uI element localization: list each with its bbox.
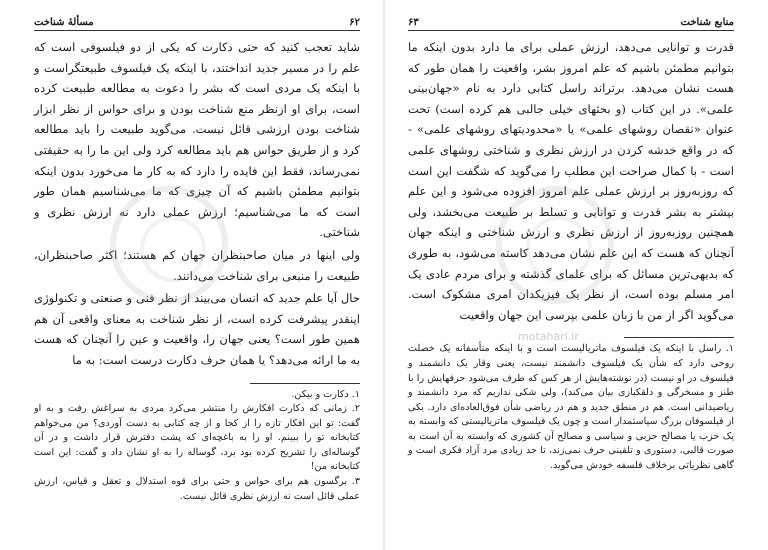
- watermark-logo-right: [496, 186, 614, 304]
- watermark-text: motahari.ir: [518, 330, 579, 343]
- left-footnote-2: ۲. زمانی که دکارت افکارش را منتشر می‌کرد مردی به سراغش رفت و به او گفت: تو این افکار تازه را از کجا و از چه کتابی به دست آوردی؟ من می‌خواهم کتابخانه تو را ببینم. او را به باغچه‌ای که پشت دفترش قرار داشت و در آن گوساله‌ای را تشریح کرده بود برد، گوساله را به او نشان داد و گفت: این است کتابخانه من!: [34, 403, 360, 473]
- right-paragraph-1: قدرت و توانایی می‌دهد، ارزش عملی برای ما دارد بدون اینکه ما بتوانیم مطمئن باشیم که علم امروز بشر، واقعیت را همان طور که هست نشان می‌دهد. برتراند راسل کتابی دارد به نام «جهان‌بینی علمی». در این کتاب (و بحثهای خیلی جالبی هم کرده است) تحت عنوان «نقصان روشهای علمی» یا «محدودیتهای روشهای علمی» - که در واقع خدشه کردن در ارزش نظری و شناختی روشهای علمی است - با کمال صراحت این مطلب را می‌گوید که شگفت این است که روزبه‌روز بر ارزش عملی علم امروز افزوده می‌شود و این علم بیشتر به بشر قدرت و توانایی و تسلط بر طبیعت می‌بخشد، ولی همچنین روزبه‌روز از ارزش نظری و ارزش شناختی و اینکه جهان آنچنان که هست که این علم نشان می‌دهد کاسته می‌شود، به طوری که بدیهی‌ترین مسائل که برای علمای گذشته و برای مردم عادی یک امر مسلم بوده است، از نظر یک فیزیکدان امری مشکوک است. می‌گوید اگر از من با زبان علمی بپرسی این جهان واقعیت: [408, 40, 734, 322]
- left-paragraph-3: حال آیا علم جدید که انسان می‌بیند از نظر فنی و صنعتی و تکنولوژی اینقدر پیشرفت کرده است، از نظر شناخت به معنای واقعی آن هم همین طور است؟ یعنی جهان را، واقعیت و عین را آنچنان که هست به ما ارائه می‌دهد؟ یا همان حرف دکارت درست است: به ما: [34, 291, 360, 367]
- left-page-header: [34, 14, 360, 31]
- right-page-header: [408, 14, 734, 31]
- left-running-title: مسألهٔ شناخت: [34, 17, 94, 28]
- left-footnote-1: ۱. دکارت و بیکن.: [291, 388, 360, 400]
- right-footnotes: [408, 342, 734, 473]
- right-running-title: منابع شناخت: [680, 17, 734, 28]
- left-paragraph-2: ولی اینها در میان صاحبنظران جهان کم هستند؛ اکثر صاحبنظران، طبیعت را منبعی برای شناخت می‌دانند.: [34, 247, 360, 283]
- right-page-number: ۶۳: [408, 17, 419, 28]
- right-footnote-rule: [624, 337, 734, 338]
- left-footnote-rule: [250, 383, 360, 384]
- left-footnote-3: ۳. برگسون هم برای حواس و حتی برای قوه استدلال و تعقل و قیاس، ارزش عملی قائل است نه ارزش نظری قائل نیست.: [34, 476, 360, 502]
- watermark-logo-left: [110, 186, 228, 304]
- left-footnotes: [34, 388, 360, 505]
- right-footnote-1: ۱. راسل با اینکه یک فیلسوف ماتریالیست است و با اینکه متأسفانه یک خصلت روحی دارد که شأن یک فیلسوف دانشمند نیست، یعنی وقار یک دانشمند و فیلسوف در او نیست (در نوشته‌هایش از هر کس که طرف می‌شود حرفهایش را با طنز و مسخرگی و دلقکبازی بیان می‌کند)، ولی شکی نداریم که مرد دانشمند و ریاضیدانی است. هم در منطق جدید و هم در ریاضی شأن فوق‌العاده‌ای دارد. یکی از فیلسوفان بزرگ سیاستمدار است و چون یک فیلسوف ماتریالیستی که وابسته به یک حزب یا مصالح حزبی و سیاسی و مصالح آن کشوری که وابسته به آن است به صورت قالبی، دستوری و تلقینی حرف نمی‌زند، تا حد زیادی مرد آزاد فکری است و گاهی نظریاتی برخلاف فلسفه خودش می‌گوید.: [408, 343, 734, 472]
- left-page-number: ۶۲: [349, 17, 360, 28]
- left-paragraph-1: شاید تعجب کنید که حتی دکارت که یکی از دو فیلسوفی است که علم را در مسیر جدید انداختند، با اینکه یک فیلسوف طبیعتگراست و با اینکه یک مردی است که بشر را دعوت به مطالعه طبیعت کرده است، برای او ازنظر منع شناخت بودن و برای حواس از نظر ابزار شناخت بودن ارزشی قائل نیست. می‌گوید طبیعت را باید مطالعه کرد و از طریق حواس هم باید مطالعه کرد ولی این ما را به حقیقتی نمی‌رساند، فقط این فایده را دارد که به کار ما می‌خورد بدون اینکه بتوانیم مطمئن باشیم که آن چیزی که ما می‌شناسیم همان طور است که ما می‌شناسیم؛ ارزش عملی دارد نه ارزش نظری و شناختی.: [34, 40, 360, 240]
